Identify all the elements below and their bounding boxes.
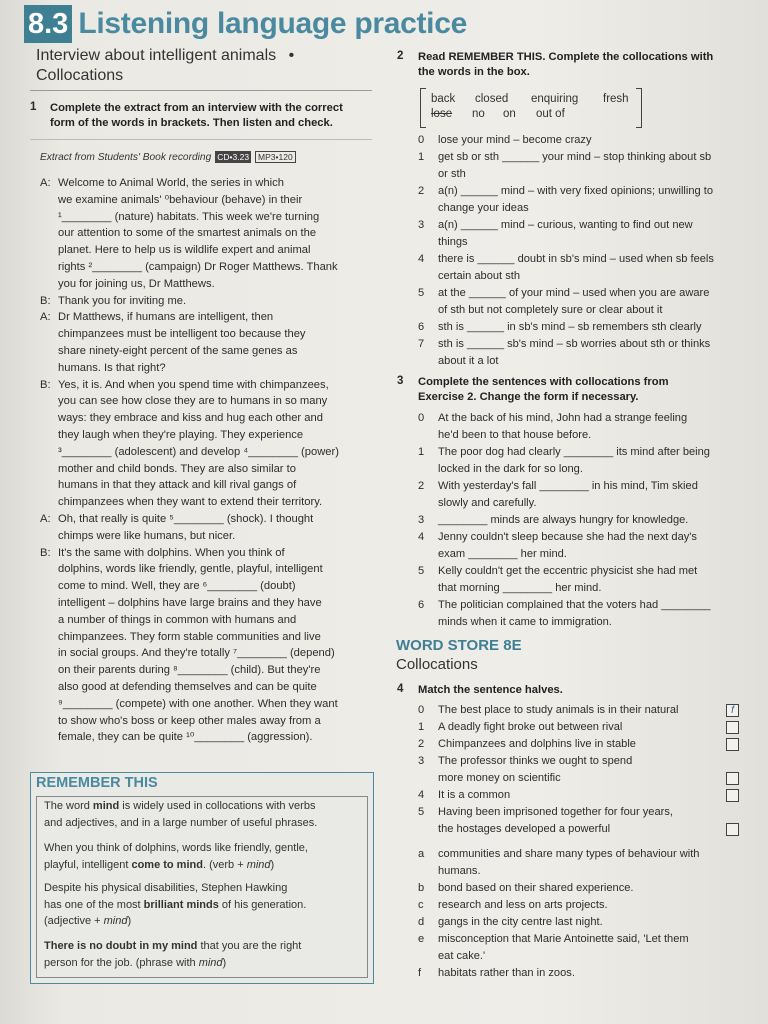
speaker-label [40, 461, 58, 478]
word-store-subtitle: Collocations [396, 656, 478, 673]
dialog-text: Dr Matthews, if humans are intelligent, then [58, 311, 274, 324]
dialog-text: humans. Is that right? [58, 361, 166, 374]
speaker-label [40, 343, 58, 360]
ex2-instruction-line1: Read REMEMBER THIS. Complete the collocations with [418, 51, 714, 63]
dialog-text: planet. Here to help us is wildlife expert and animal [58, 244, 311, 257]
dialog-text: in social groups. And they're totally ⁷________ (depend) [58, 647, 335, 660]
dialog-line [40, 477, 370, 494]
speaker-label: A: [40, 311, 51, 324]
item-text: The professor thinks we ought to spend [438, 755, 633, 767]
item-number: c [418, 899, 424, 911]
answer-box[interactable] [726, 721, 739, 734]
ex1-divider [30, 139, 372, 140]
dialog-line [40, 309, 370, 326]
ex2-instruction-line2: the words in the box. [418, 66, 530, 78]
ex3-instruction [418, 375, 669, 405]
item-text: research and less on arts projects. [438, 899, 608, 911]
dialog-text: they laugh when they're playing. They experience [58, 428, 304, 441]
item-number: 5 [418, 806, 425, 818]
speaker-label [40, 242, 58, 259]
dialog-text: chimpanzees. They form stable communities and live [58, 630, 321, 643]
item-text-continued: he'd been to that house before. [438, 428, 592, 441]
ex1-instruction-line1: Complete the extract from an interview with the correct [50, 102, 343, 114]
item-number: 2 [418, 185, 425, 197]
dialog-text: It's the same with dolphins. When you think of [58, 546, 285, 559]
interview-extract [40, 175, 370, 746]
lesson-subtitle [36, 46, 294, 86]
item-text: The politician complained that the voters had ________ [438, 599, 711, 611]
item-text: gangs in the city centre last night. [438, 916, 603, 928]
item-number: b [418, 882, 425, 894]
item-text: communities and share many types of behaviour with [438, 848, 700, 860]
item-text-continued: slowly and carefully. [438, 496, 537, 509]
word-store-title: WORD STORE 8E [396, 637, 522, 654]
dialog-text: dolphins, words like friendly, gentle, playful, intelligent [58, 563, 323, 576]
ex2-number: 2 [397, 50, 404, 62]
item-text: Chimpanzees and dolphins live in stable [438, 738, 636, 750]
item-text: at the ______ of your mind – used when you are aware [438, 287, 710, 299]
speaker-label [40, 561, 58, 578]
ex3-instruction-line1: Complete the sentences with collocations from [418, 376, 669, 388]
dialog-text: to show who's boss or keep other males away from a [58, 714, 321, 727]
answer-box[interactable] [726, 789, 739, 802]
item-number: f [418, 967, 422, 979]
speaker-label [40, 713, 58, 730]
item-number: a [418, 848, 425, 860]
unit-number: 8.3 [24, 5, 72, 43]
word-fresh: fresh [603, 93, 629, 105]
remember-para-1: The word mind is widely used in collocations with verbs and adjectives, and in a large number of useful phrases. [44, 800, 318, 829]
speaker-label [40, 612, 58, 629]
speaker-label [40, 645, 58, 662]
dialog-text: Thank you for inviting me. [58, 294, 187, 307]
word-back: back [431, 93, 456, 105]
item-text: Kelly couldn't get the eccentric physicist she had met [438, 565, 698, 577]
dialog-text: chimpanzees must be intelligent too because they [58, 328, 306, 341]
dialog-text: our attention to some of the smartest animals on the [58, 227, 317, 240]
dialog-line [40, 713, 370, 730]
word-enquiring: enquiring [531, 93, 579, 105]
item-number: 5 [418, 565, 425, 577]
speaker-label [40, 696, 58, 713]
item-number: 2 [418, 738, 425, 750]
dialog-line [40, 494, 370, 511]
speaker-label: A: [40, 177, 51, 189]
item-text: there is ______ doubt in sb's mind – used when sb feels [438, 253, 714, 265]
dialog-text: female, they can be quite ¹⁰________ (aggression). [58, 731, 313, 744]
dialog-line [40, 561, 370, 578]
speaker-label [40, 444, 58, 461]
item-text-continued: locked in the dark for so long. [438, 462, 583, 475]
item-text: a(n) ______ mind – curious, wanting to find out new [438, 219, 693, 231]
subtitle-line2: Collocations [36, 67, 124, 84]
item-text: ________ minds are always hungry for knowledge. [438, 514, 689, 526]
dialog-text: rights ²________ (campaign) Dr Roger Matthews. Thank [58, 260, 338, 273]
ex2-instruction [418, 50, 713, 80]
dialog-line [40, 545, 370, 562]
speaker-label [40, 225, 58, 242]
item-text-continued: exam ________ her mind. [438, 547, 567, 560]
remember-para-3: Despite his physical disabilities, Stephen Hawking has one of the most brilliant minds of his generation. (adjective + mind) [44, 882, 307, 927]
speaker-label [40, 477, 58, 494]
dialog-line [40, 326, 370, 343]
dialog-line [40, 696, 370, 713]
item-text: a(n) ______ mind – with very fixed opinions; unwilling to [438, 185, 714, 197]
ex4-instruction: Match the sentence halves. [418, 684, 563, 696]
item-number: 6 [418, 599, 425, 611]
dialog-text: you for joining us, Dr Matthews. [58, 277, 215, 290]
answer-box[interactable]: f [726, 704, 739, 717]
ex1-instruction-line2: form of the words in brackets. Then listen and check. [50, 117, 333, 129]
speaker-label [40, 410, 58, 427]
dialog-text: humans in that they attack and kill rival gangs of [58, 479, 297, 492]
speaker-label [40, 393, 58, 410]
dialog-line [40, 528, 370, 545]
dialog-line [40, 192, 370, 209]
item-number: 5 [418, 287, 425, 299]
dialog-line [40, 662, 370, 679]
dialog-text: ways: they embrace and kiss and hug each other and [58, 412, 323, 425]
word-no: no [472, 108, 485, 120]
dialog-line [40, 679, 370, 696]
dialog-line [40, 360, 370, 377]
speaker-label [40, 679, 58, 696]
extract-source-label: Extract from Students' Book recording [40, 151, 212, 163]
item-number: e [418, 933, 425, 945]
dialog-text: on their parents during ⁸________ (child). But they're [58, 664, 321, 677]
item-text-continued: things [438, 235, 468, 248]
dialog-text: come to mind. Well, they are ⁶________ (doubt) [58, 580, 296, 593]
dialog-text: you can see how close they are to humans in so many [58, 395, 328, 408]
ex1-instruction [50, 101, 343, 131]
dialog-text: chimps were like humans, but nicer. [58, 529, 236, 542]
item-number: 1 [418, 721, 425, 733]
dialog-line [40, 511, 370, 528]
speaker-label [40, 528, 58, 545]
item-text: Having been imprisoned together for four years, [438, 806, 673, 818]
item-text: bond based on their shared experience. [438, 882, 634, 894]
subtitle-divider [30, 90, 372, 91]
item-text: The best place to study animals is in their natural [438, 704, 679, 716]
word-closed: closed [475, 93, 509, 105]
dialog-text: ³________ (adolescent) and develop ⁴________ (power) [58, 445, 339, 458]
remember-para-2: When you think of dolphins, words like friendly, gentle, playful, intelligent come to mind. (verb + mind) [44, 842, 308, 871]
remember-this-title: REMEMBER THIS [36, 775, 158, 791]
dialog-line [40, 377, 370, 394]
dialog-text: share ninety-eight percent of the same genes as [58, 344, 298, 357]
speaker-label [40, 276, 58, 293]
dialog-line [40, 612, 370, 629]
unit-title: Listening language practice [78, 7, 467, 40]
dialog-line [40, 461, 370, 478]
extract-source [40, 151, 296, 163]
item-number: 4 [418, 253, 425, 265]
dialog-text: ¹________ (nature) habitats. This week we're turning [58, 210, 320, 223]
item-text-continued: about it a lot [438, 354, 499, 367]
item-text: With yesterday's fall ________ in his mind, Tim skied [438, 480, 698, 492]
dialog-line [40, 444, 370, 461]
ex3-instruction-line2: Exercise 2. Change the form if necessary. [418, 391, 639, 403]
item-text-continued: the hostages developed a powerful [438, 822, 611, 835]
item-number: 0 [418, 704, 425, 716]
dialog-line [40, 427, 370, 444]
dialog-line [40, 629, 370, 646]
speaker-label [40, 578, 58, 595]
item-number: 0 [418, 134, 425, 146]
word-box-right-bracket [636, 88, 642, 128]
item-number: 3 [418, 514, 425, 526]
speaker-label [40, 326, 58, 343]
dialog-text: mother and child bonds. They are also similar to [58, 462, 296, 475]
speaker-label [40, 192, 58, 209]
item-number: 6 [418, 321, 425, 333]
dialog-line [40, 645, 370, 662]
dialog-line [40, 242, 370, 259]
item-text-continued: that morning ________ her mind. [438, 581, 602, 594]
item-text: misconception that Marie Antoinette said, 'Let them [438, 933, 689, 945]
item-number: 3 [418, 219, 425, 231]
word-box-left-bracket [420, 88, 426, 128]
speaker-label [40, 595, 58, 612]
item-number: 7 [418, 338, 425, 350]
item-text: lose your mind – become crazy [438, 134, 592, 146]
item-text-continued: certain about sth [438, 269, 521, 282]
dialog-line [40, 259, 370, 276]
item-number: d [418, 916, 425, 928]
dialog-line [40, 393, 370, 410]
unit-header [24, 4, 467, 44]
speaker-label: B: [40, 294, 51, 307]
item-text: A deadly fight broke out between rival [438, 721, 623, 733]
ex3-number: 3 [397, 375, 404, 387]
item-text-continued: change your ideas [438, 201, 529, 214]
item-number: 3 [418, 755, 425, 767]
bullet-glyph: • [288, 47, 295, 64]
item-text: Jenny couldn't sleep because she had the next day's [438, 531, 697, 543]
speaker-label [40, 360, 58, 377]
item-text-continued: minds when it came to immigration. [438, 615, 612, 628]
speaker-label [40, 494, 58, 511]
item-text: At the back of his mind, John had a strange feeling [438, 412, 688, 424]
item-text: The poor dog had clearly ________ its mind after being [438, 446, 710, 458]
item-number: 1 [418, 446, 425, 458]
speaker-label: B: [40, 546, 51, 559]
dialog-line [40, 595, 370, 612]
remember-para-4: There is no doubt in my mind that you are the right person for the job. (phrase with mind) [44, 940, 302, 969]
item-text: get sb or sth ______ your mind – stop thinking about sb [438, 151, 712, 163]
dialog-text: ⁹________ (compete) with one another. When they want [58, 697, 338, 710]
ex1-number: 1 [30, 101, 37, 113]
item-text-continued: eat cake.' [438, 949, 486, 962]
speaker-label [40, 209, 58, 226]
item-text: habitats rather than in zoos. [438, 967, 575, 979]
item-text-continued: more money on scientific [438, 771, 561, 784]
item-number: 2 [418, 480, 425, 492]
dialog-line [40, 225, 370, 242]
dialog-line [40, 209, 370, 226]
item-number: 0 [418, 412, 425, 424]
speaker-label [40, 427, 58, 444]
speaker-label: B: [40, 378, 51, 391]
cd-tag: CD•3.23 [217, 152, 250, 162]
answer-box[interactable] [726, 823, 739, 836]
dialog-text: also good at defending themselves and can be quite [58, 680, 317, 693]
speaker-label [40, 662, 58, 679]
speaker-label [40, 629, 58, 646]
dialog-text: a number of things in common with humans and [58, 613, 297, 626]
dialog-line [40, 729, 370, 746]
answer-box[interactable] [726, 738, 739, 751]
dialog-line [40, 343, 370, 360]
speaker-label [40, 259, 58, 276]
speaker-label [40, 729, 58, 746]
dialog-text: we examine animals' ⁰behaviour (behave) in their [58, 193, 303, 206]
item-number: 4 [418, 789, 425, 801]
subtitle-line1: Interview about intelligent animals [36, 47, 277, 64]
dialog-line [40, 578, 370, 595]
dialog-text: chimpanzees when they want to extend their territory. [58, 496, 323, 509]
ex4-number: 4 [397, 683, 404, 695]
word-on: on [503, 108, 516, 120]
item-text-continued: of sth but not completely sure or clear about it [438, 303, 663, 316]
item-text-continued: or sth [438, 167, 466, 180]
item-text-continued: humans. [438, 864, 481, 877]
dialog-line [40, 293, 370, 310]
dialog-line [40, 276, 370, 293]
speaker-label: A: [40, 512, 51, 525]
item-number: 4 [418, 531, 425, 543]
mp3-tag: MP3•120 [255, 151, 296, 163]
item-text: sth is ______ sb's mind – sb worries about sth or thinks [438, 338, 711, 350]
item-number: 1 [418, 151, 425, 163]
dialog-text: Oh, that really is quite ⁵________ (shock). I thought [58, 512, 314, 525]
item-text: It is a common [438, 789, 511, 801]
dialog-line [40, 410, 370, 427]
word-out-of: out of [536, 108, 565, 120]
dialog-line [40, 175, 370, 192]
item-text: sth is ______ in sb's mind – sb remembers sth clearly [438, 321, 702, 333]
word-lose: lose [431, 108, 453, 120]
answer-box[interactable] [726, 772, 739, 785]
dialog-text: intelligent – dolphins have large brains and they have [58, 596, 322, 609]
dialog-text: Yes, it is. And when you spend time with chimpanzees, [58, 378, 329, 391]
dialog-text: Welcome to Animal World, the series in which [58, 177, 284, 189]
